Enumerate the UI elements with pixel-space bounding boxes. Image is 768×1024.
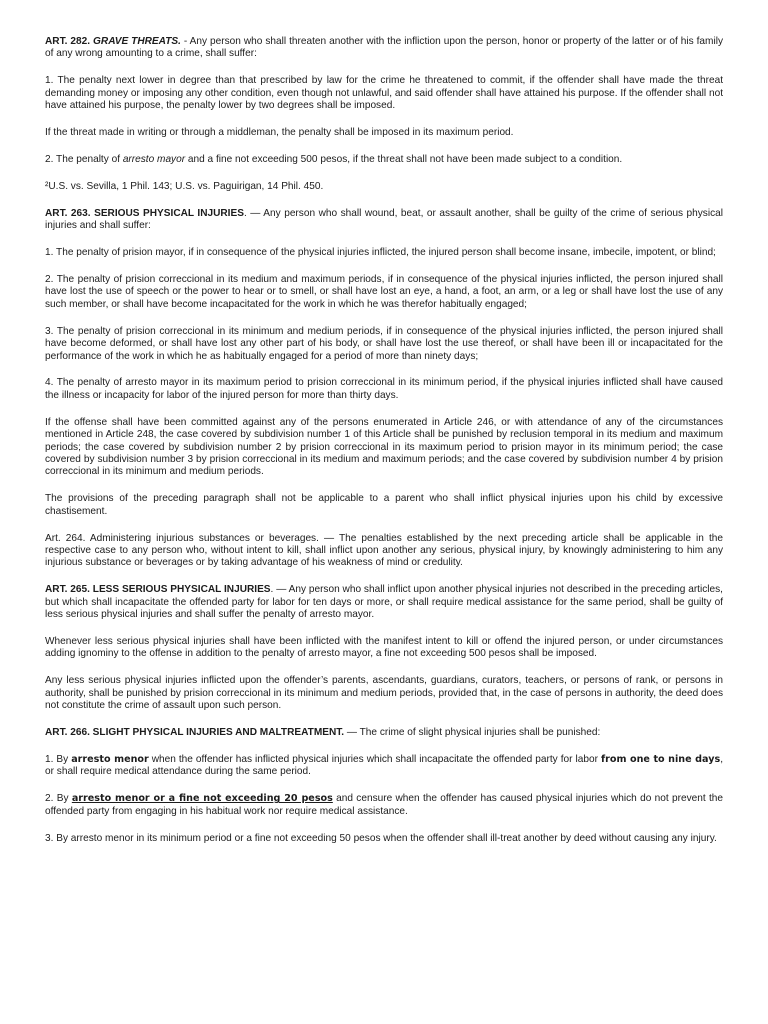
- art266-p2-text-b: and censure when the offender has caused physical injuries which do not prevent the offended party from engaging in his habitual work nor require medical assistance.: [45, 793, 723, 817]
- art282-paragraph-3: [45, 154, 723, 166]
- art282-paragraph-1: 1. The penalty next lower in degree than that prescribed by law for the crime he threatened to commit, if the offender shall have made the threat demanding money or imposing any other condition, even though not unlawful, and said offender shall have attained his purpose. If the offender shall not have attained his purpose, the penalty lower by two degrees shall be imposed.: [45, 75, 723, 112]
- art282-heading: ART. 282.: [45, 36, 91, 47]
- art263-paragraph-5: If the offense shall have been committed against any of the persons enumerated in Article 246, or with attendance of any of the circumstances mentioned in Article 248, the case covered by subdivision number 1 of this Article shall be punished by reclusion temporal in its medium and maximum periods; the case covered by subdivision number 2 by prision correccional in its maximum period to prision mayor in its minimum period; the case covered by subdivision number 3 by prision correccional in its medium and maximum periods; and the case covered by subdivision number 4 by prision correccional in its minimum and medium periods.: [45, 416, 723, 478]
- art263-paragraph-1: 1. The penalty of prision mayor, if in consequence of the physical injuries inflicted, the injured person shall become insane, imbecile, impotent, or blind;: [45, 247, 716, 259]
- art263-intro: [45, 208, 723, 233]
- art263-paragraph-2: 2. The penalty of prision correccional in its medium and maximum periods, if in consequence of the physical injuries inflicted, the person injured shall have lost the use of speech or the power to hear or to smell, or shall have lost an eye, a hand, a foot, an arm, or a leg or shall have lost the use of any such member, or shall have become incapacitated for the work in which he was therefor habitually engaged;: [45, 273, 723, 310]
- art265-intro: [45, 584, 723, 621]
- art266-intro: [45, 727, 723, 739]
- arresto-menor-term: arresto menor: [71, 753, 149, 765]
- art263-heading: ART. 263. SERIOUS PHYSICAL INJURIES: [45, 207, 244, 219]
- art263-paragraph-6: The provisions of the preceding paragraph shall not be applicable to a parent who shall inflict physical injuries upon his child by excessive chastisement.: [45, 493, 723, 517]
- arresto-menor-fine-term: arresto menor or a fine not exceeding 20 pesos: [71, 793, 333, 805]
- art266-p1-text-c: , or shall require medical attendance during the same period.: [45, 753, 723, 778]
- arresto-mayor-term: arresto mayor: [122, 153, 186, 165]
- art266-p1-text-b: when the offender has inflicted physical injuries which shall incapacitate the offended party for labor: [148, 753, 601, 765]
- art266-p1-text-a: 1. By: [45, 753, 72, 765]
- art263-paragraph-3: 3. The penalty of prision correccional in its minimum and medium periods, if in consequence of the physical injuries inflicted, the person injured shall have become deformed, or shall have lost any other part of his body, or shall have lost the use thereof, or shall have been ill or incapacitated for the performance of the work in which he as habitually engaged for a period of more than ninety days;: [45, 325, 723, 362]
- art282-title: GRAVE THREATS.: [93, 36, 181, 47]
- art266-paragraph-1: [45, 754, 723, 779]
- art282-paragraph-2: If the threat made in writing or through a middleman, the penalty shall be imposed in its maximum period.: [45, 127, 514, 139]
- art266-intro-text: — The crime of slight physical injuries shall be punished:: [344, 727, 601, 739]
- art266-paragraph-3: 3. By arresto menor in its minimum period or a fine not exceeding 50 pesos when the offender shall ill-treat another by deed without causing any injury.: [45, 832, 717, 844]
- art282-p3-text-b: and a fine not exceeding 500 pesos, if the threat shall not have been made subject to a condition.: [185, 153, 623, 165]
- art282-p3-text-a: 2. The penalty of: [45, 153, 123, 165]
- art282-intro: [45, 36, 723, 61]
- art263-intro-text: . — Any person who shall wound, beat, or assault another, shall be guilty of the crime of serious physical injuries and shall suffer:: [45, 207, 723, 232]
- art265-intro-text: . — Any person who shall inflict upon another physical injuries not described in the preceding articles, but which shall incapacitate the offended party for labor for ten days or more, or shall require medical assistance for the same period, shall be guilty of less serious physical injuries and shall suffer the penalty of arresto mayor.: [45, 584, 723, 621]
- art266-paragraph-2: [45, 793, 723, 818]
- footnote: ²U.S. vs. Sevilla, 1 Phil. 143; U.S. vs. Paguirigan, 14 Phil. 450.: [45, 180, 324, 192]
- one-to-nine-days-term: from one to nine days: [600, 753, 721, 765]
- art263-paragraph-4: 4. The penalty of arresto mayor in its maximum period to prision correccional in its minimum period, if the physical injuries inflicted shall have caused the illness or incapacity for labor of the injured person for more than thirty days.: [45, 377, 723, 401]
- art264-paragraph: Art. 264. Administering injurious substances or beverages. — The penalties established by the next preceding article shall be applicable in the respective case to any person who, without intent to kill, shall inflict upon another any serious, physical injury, by knowingly administering to him any injurious substance or beverages or by taking advantage of his weakness of mind or credulity.: [45, 532, 723, 569]
- art265-heading: ART. 265. LESS SERIOUS PHYSICAL INJURIES: [45, 584, 271, 596]
- art265-paragraph-1: Whenever less serious physical injuries shall have been inflicted with the manifest intent to kill or offend the injured person, or under circumstances adding ignominy to the offense in addition to the penalty of arresto mayor, a fine not exceeding 500 pesos shall be imposed.: [45, 636, 723, 660]
- art266-p2-text-a: 2. By: [45, 793, 72, 805]
- art265-paragraph-2: Any less serious physical injuries inflicted upon the offender’s parents, ascendants, guardians, curators, teachers, or persons of rank, or persons in authority, shall be punished by prision correccional in its minimum and medium periods, provided that, in the case of persons in authority, the deed does not constitute the crime of assault upon such person.: [45, 675, 723, 712]
- document-page: [45, 36, 723, 859]
- art266-heading: ART. 266. SLIGHT PHYSICAL INJURIES AND MALTREATMENT.: [45, 727, 345, 739]
- art282-intro-text: - Any person who shall threaten another with the infliction upon the person, honor or property of the latter or of his family of any wrong amounting to a crime, shall suffer:: [45, 36, 723, 60]
